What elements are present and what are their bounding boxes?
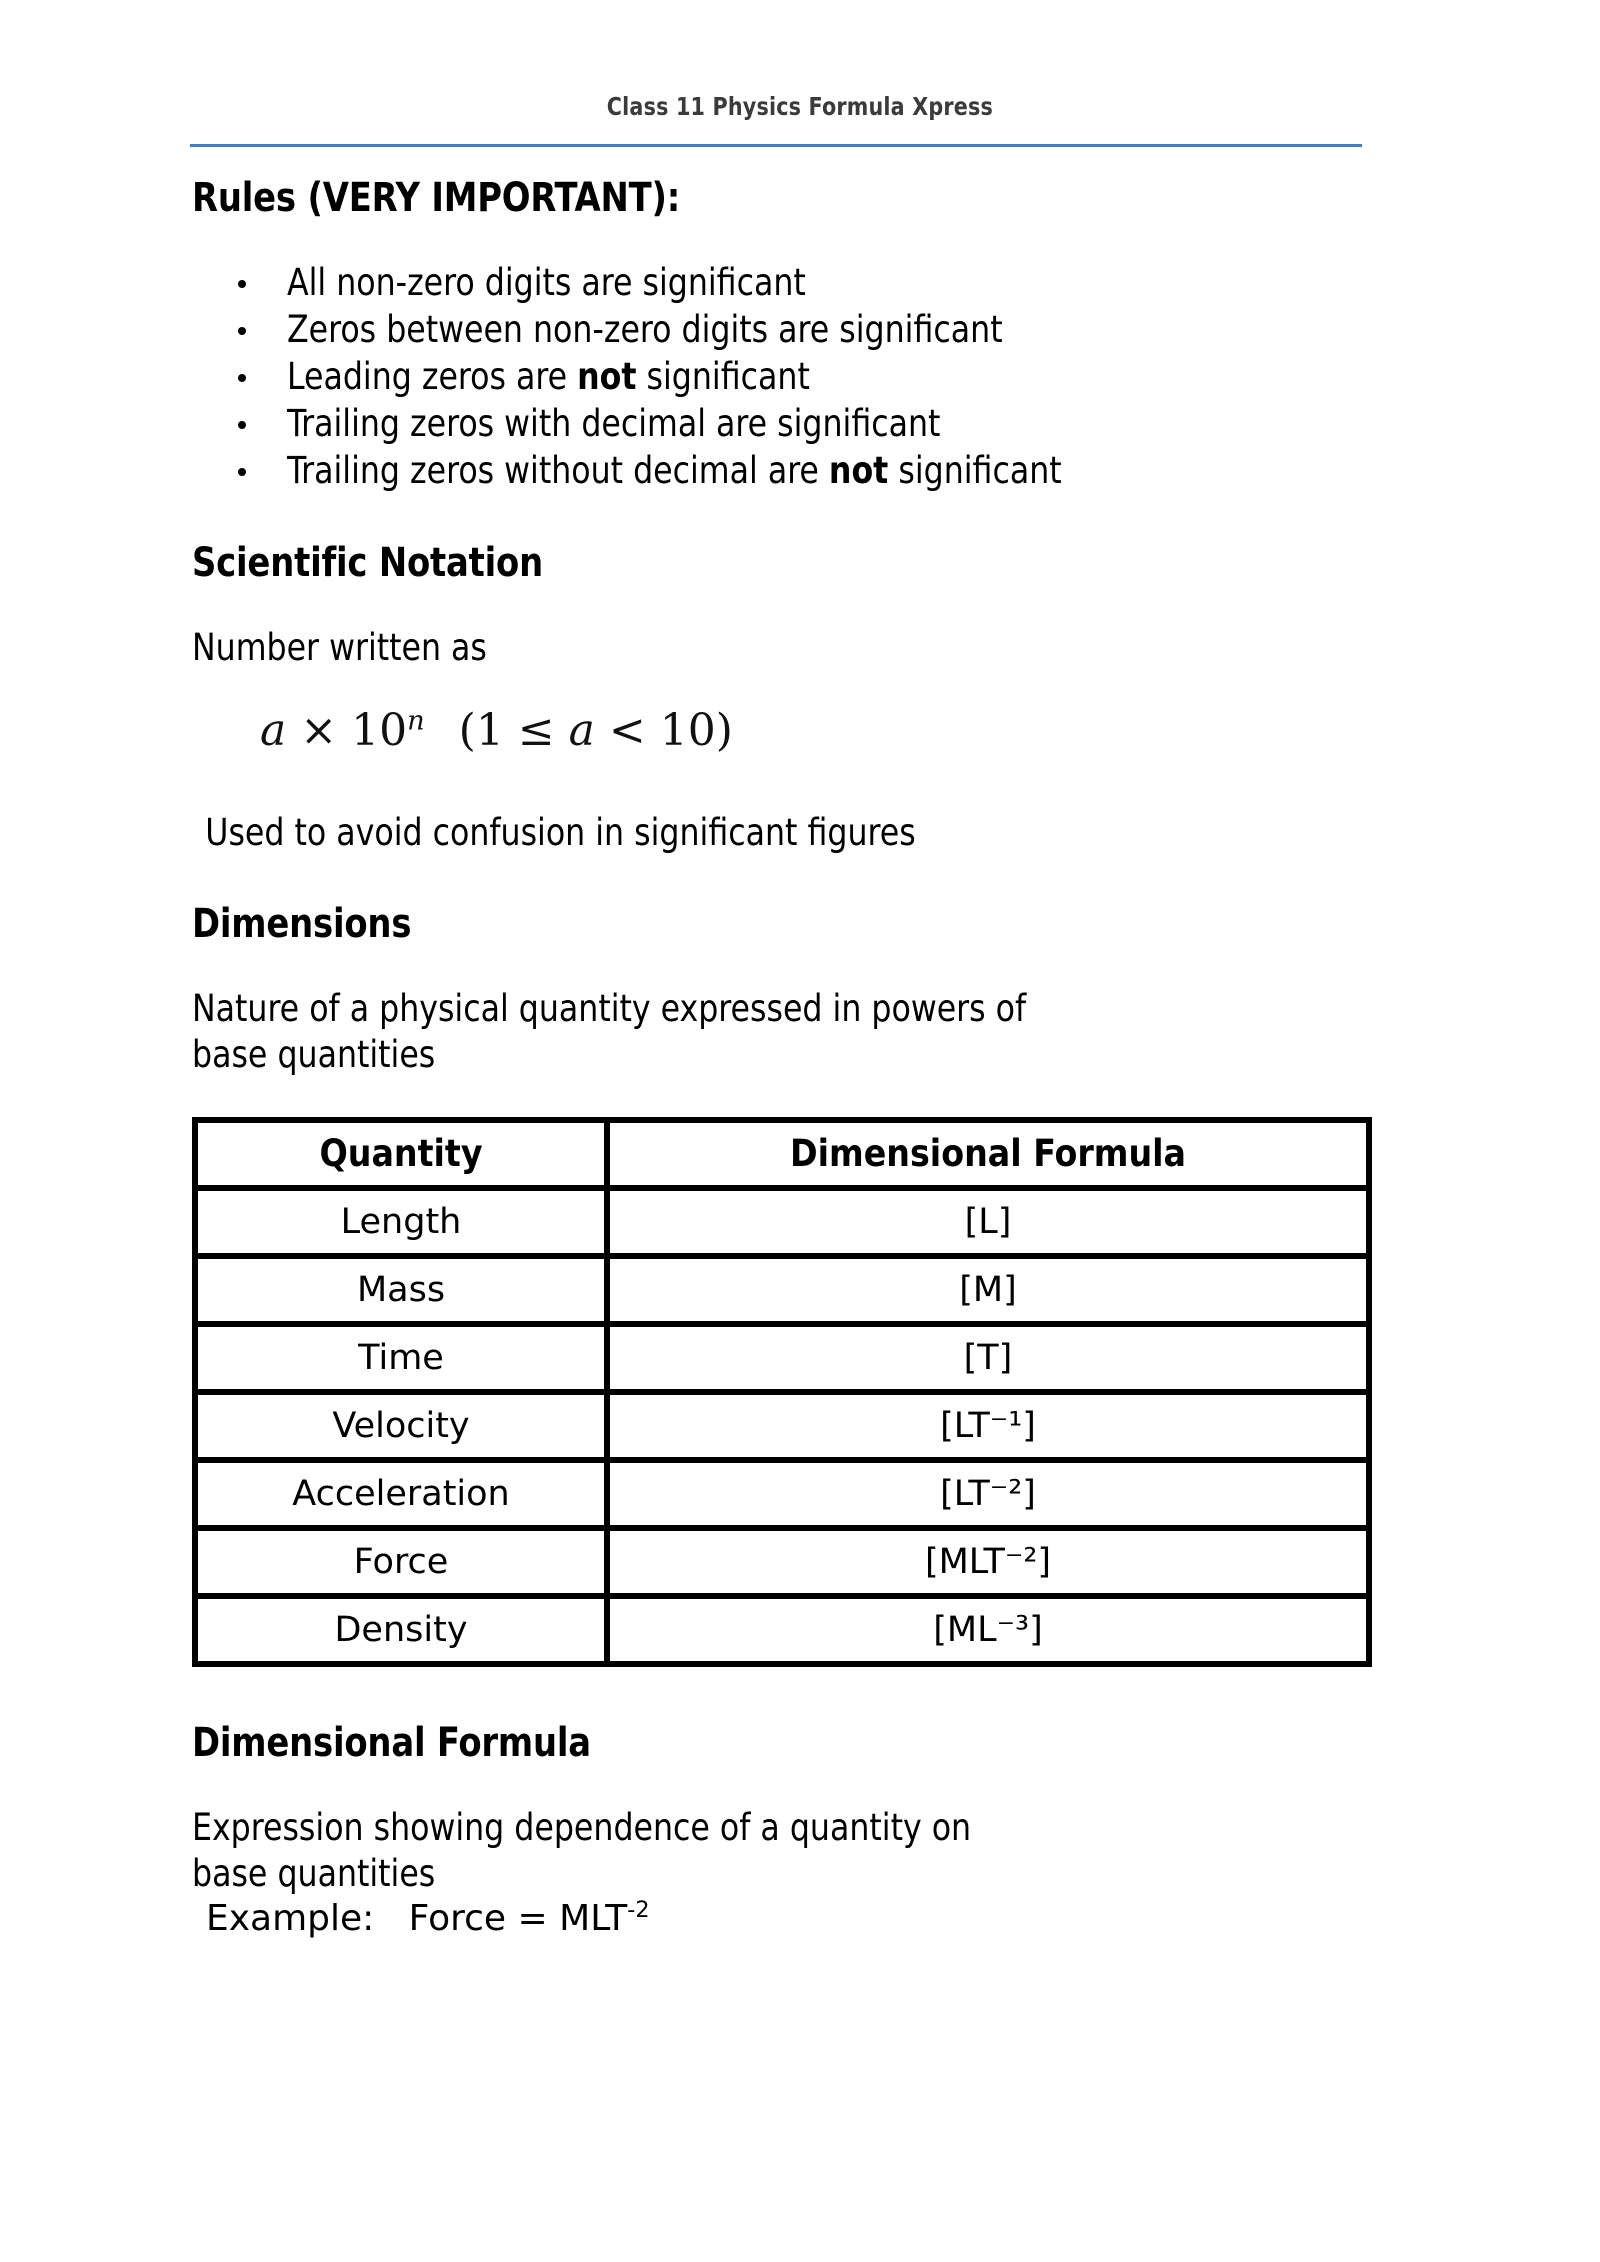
formula-times-symbol: × [300, 704, 338, 756]
list-item-text-bold: not [828, 448, 889, 492]
formula-power-exponent: n [407, 705, 425, 737]
list-item-text [287, 260, 806, 307]
column-header-quantity: Quantity [195, 1120, 607, 1188]
list-item-text [287, 354, 810, 401]
list-item [192, 354, 1412, 401]
rules-heading: Rules (VERY IMPORTANT): [192, 175, 681, 221]
table-row [195, 1596, 1369, 1664]
list-item [192, 260, 1412, 307]
list-item-text-bold: not [577, 354, 637, 398]
cell-dimensional-formula: [LT⁻¹] [607, 1392, 1369, 1460]
example-quantity: Force [408, 1898, 507, 1940]
formula-base-variable: a [260, 704, 287, 756]
formula-condition-variable: a [568, 704, 595, 756]
list-item-text [287, 448, 1062, 495]
list-item-text [287, 307, 1003, 354]
table-row [195, 1528, 1369, 1596]
dimensions-description-line2: base quantities [192, 1032, 436, 1076]
list-item-text [287, 401, 940, 448]
document-content [192, 176, 1412, 1940]
dimensional-formula-heading: Dimensional Formula [192, 1720, 591, 1767]
rules-list [192, 260, 1412, 495]
formula-condition-close: < 10) [594, 704, 733, 756]
header-divider-rule [190, 144, 1362, 147]
list-item-text-pre: Leading zeros are [287, 354, 578, 398]
list-item-text-post: significant [636, 354, 810, 398]
cell-dimensional-formula: [M] [607, 1256, 1369, 1324]
list-item-text-post: significant [888, 448, 1062, 492]
bullet-icon [238, 421, 246, 429]
cell-dimensional-formula: [T] [607, 1324, 1369, 1392]
cell-quantity: Length [195, 1188, 607, 1256]
list-item-text-pre: Trailing zeros with decimal are significant [287, 401, 941, 445]
bullet-icon [238, 374, 246, 382]
cell-quantity: Mass [195, 1256, 607, 1324]
table-header-row [195, 1120, 1369, 1188]
cell-quantity: Density [195, 1596, 607, 1664]
scientific-notation-note: Used to avoid confusion in significant figures [205, 810, 916, 854]
dimensions-heading: Dimensions [192, 900, 412, 947]
list-item-text-pre: All non-zero digits are significant [287, 261, 806, 304]
scientific-notation-intro: Number written as [192, 625, 487, 669]
cell-quantity: Force [195, 1528, 607, 1596]
scientific-notation-heading: Scientific Notation [192, 539, 543, 586]
list-item [192, 401, 1412, 448]
example-value-base: MLT [559, 1898, 628, 1940]
table-row [195, 1392, 1369, 1460]
list-item-text-pre: Trailing zeros without decimal are [287, 448, 829, 492]
table-row [195, 1460, 1369, 1528]
scientific-notation-formula [192, 705, 1412, 756]
cell-quantity: Time [195, 1324, 607, 1392]
document-header [0, 92, 1600, 121]
table-row [195, 1324, 1369, 1392]
dimensions-description-line1: Nature of a physical quantity expressed in powers of [192, 986, 1027, 1030]
list-item-text-pre: Zeros between non-zero digits are significant [287, 307, 1003, 351]
list-item [192, 448, 1412, 495]
dimensional-formula-description-line1: Expression showing dependence of a quantity on [192, 1806, 972, 1850]
document-header-title: Class 11 Physics Formula Xpress [606, 92, 994, 121]
bullet-icon [238, 327, 246, 335]
table-row [195, 1256, 1369, 1324]
cell-quantity: Velocity [195, 1392, 607, 1460]
bullet-icon [238, 280, 246, 288]
table-row [195, 1188, 1369, 1256]
formula-power-base: 10 [351, 704, 408, 756]
example-equals-sign: = [517, 1898, 548, 1940]
cell-quantity: Acceleration [195, 1460, 607, 1528]
example-value-exponent: -2 [627, 1897, 650, 1924]
cell-dimensional-formula: [L] [607, 1188, 1369, 1256]
column-header-dimensional-formula: Dimensional Formula [607, 1120, 1369, 1188]
example-label: Example: [206, 1898, 375, 1940]
cell-dimensional-formula: [LT⁻²] [607, 1460, 1369, 1528]
list-item [192, 307, 1412, 354]
formula-condition-open: (1 ≤ [458, 704, 569, 756]
bullet-icon [238, 468, 246, 476]
dimensional-formula-example [192, 1897, 1412, 1940]
dimensions-table [192, 1117, 1372, 1667]
cell-dimensional-formula: [ML⁻³] [607, 1596, 1369, 1664]
cell-dimensional-formula: [MLT⁻²] [607, 1528, 1369, 1596]
dimensional-formula-description-line2: base quantities [192, 1852, 436, 1896]
